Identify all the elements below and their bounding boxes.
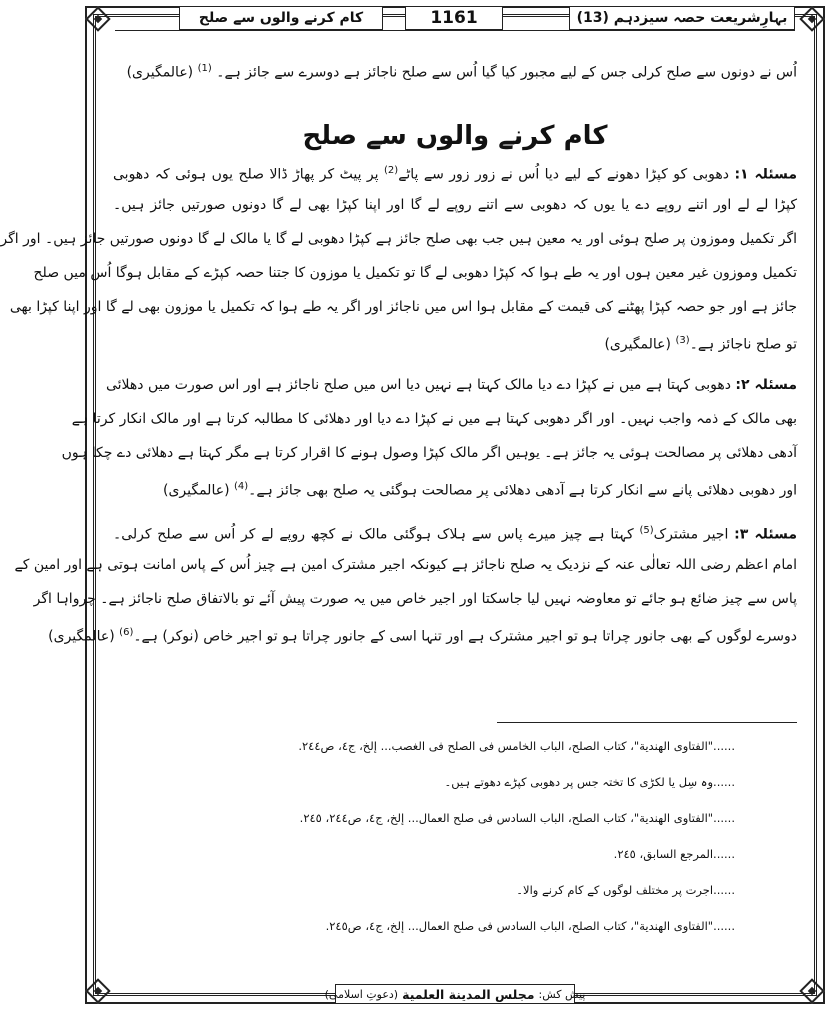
section-heading: کام کرنے والوں سے صلح: [302, 121, 608, 151]
header-book-part: بہارِشریعت حصہ سیزدہم (13): [569, 6, 795, 30]
masala2-line-2: بھی مالک کے ذمہ واجب نہیں۔ اور اگر دھوبی کہتا ہے میں نے کپڑا دے دیا اور دھلائی کا مطالبہ کرتا ہے اور مالک انکار کرتا ہے: [71, 411, 797, 427]
footnote-1: ......"الفتاوی الهندية"، كتاب الصلح، الباب الخامس فی الصلح فی الغصب... إلخ، ج٤، ص٢٤٤.: [298, 739, 735, 753]
masala3-line-4: دوسرے لوگوں کے بھی جانور چراتا ہو تو اجیر مشترک ہے اور تنہا اسی کے جانور چراتا ہو تو اجیر خاص (نوکر) ہے۔$^{(6)}$ (عالمگیری): [48, 627, 797, 645]
footnote-ref: (2): [384, 165, 399, 176]
masala3-line-3: پاس سے چیز ضائع ہو جائے تو معاوضہ نہیں لیا جاسکتا اور اجیر خاص میں یہ صورت پیش آئے تو بالاتفاق صلح ناجائز ہے۔ چرواہا اگر: [33, 591, 797, 607]
publisher-footer: پیش کش: مجلس المدينة العلمية (دعوتِ اسلامی): [335, 984, 575, 1004]
footnote-3: ......"الفتاوی الهندية"، كتاب الصلح، الباب السادس فی صلح العمال... إلخ، ج٤، ص٢٤٤، ٢٤٥.: [299, 811, 735, 825]
footnote-ref: (6): [119, 627, 134, 638]
footnote-ref: (4): [233, 481, 249, 492]
page-number: 1161: [405, 6, 503, 30]
footnote-2: ......وہ سِل یا لکڑی کا تختہ جس پر دھوبی کپڑے دھوتے ہیں۔: [444, 775, 735, 789]
footnote-5: ......اجرت پر مختلف لوگوں کے کام کرنے والا۔: [516, 883, 735, 897]
masala2-line-3: آدھی دھلائی پر مصالحت ہوئی یہ جائز ہے۔ یوہیں اگر مالک کپڑا وصول ہونے کا اقرار کرتا ہے مگر کہتا ہے دھلائی دے چکا ہوں: [61, 445, 797, 461]
footnote-6: ......"الفتاوی الهندية"، كتاب الصلح، الباب السادس فی صلح العمال... إلخ، ج٤، ص٢٤٥.: [325, 919, 735, 933]
masala1-line-3: اگر تکمیل وموزون پر صلح ہوئی اور یہ معین ہیں جب بھی صلح جائز ہے کپڑا دھوبی لے گا یا مالک لے گا دونوں صورتیں جائز ہیں۔ اور اگر: [0, 231, 797, 247]
header-rule: [115, 30, 795, 31]
intro-line: اُس نے دونوں سے صلح کرلی جس کے لیے مجبور کیا گیا اُس سے صلح ناجائز ہے دوسرے سے جائز ہے۔ $^{(1)}$ (عالمگیری): [126, 63, 797, 81]
header-chapter: کام کرنے والوں سے صلح: [179, 6, 383, 30]
masala1-label: مسئلہ ۱:: [734, 166, 798, 183]
footnote-ref: (3): [675, 335, 690, 346]
masala3-line-2: امام اعظم رضی اللہ تعالٰی عنہ کے نزدیک یہ صلح ناجائز ہے کیونکہ اجیر مشترک امین ہے چیز اُس کے پاس امانت ہوتی ہے اور امین کے: [14, 557, 797, 573]
masala1-line-4: تکمیل وموزون غیر معین ہوں اور یہ طے ہوا کہ کپڑا دھوبی لے گا تو تکمیل یا موزون کا جتنا حصہ کپڑے کے مقابل ہوگا اُس میں صلح: [33, 265, 797, 281]
footnote-ref: (1): [197, 63, 212, 74]
footnote-ref: (5): [639, 525, 654, 536]
footnote-4: ......المرجع السابق، ٢٤٥.: [613, 847, 735, 861]
masala1-line-2: کپڑا لے لے اور اتنے روپے دے یا یوں کہ دھوبی سے اتنے روپے لے گا اور اپنا کپڑا بھی لے گا دونوں صورتیں جائز ہیں۔: [113, 197, 797, 213]
masala3-line-1: مسئلہ ۳: اجیر مشترک$^{(5)}$ کہتا ہے چیز میرے پاس سے ہلاک ہوگئی مالک نے کچھ روپے لے کر اُس سے صلح کرلی۔: [113, 525, 797, 543]
masala1-line-1: مسئلہ ۱: دھوبی کو کپڑا دھونے کے لیے دیا اُس نے زور زور سے پاٹے$^{(2)}$ پر پیٹ کر پھاڑ ڈالا صلح یوں ہوئی کہ دھوبی: [113, 165, 798, 183]
masala2-label: مسئلہ ۲:: [735, 377, 797, 393]
footnote-separator: [497, 722, 797, 723]
masala3-label: مسئلہ ۳:: [734, 526, 797, 543]
masala1-line-5: جائز ہے اور جو حصہ کپڑا پھٹنے کی قیمت کے مقابل ہوا اس میں ناجائز اور اگر یہ طے ہوا کہ تکمیل یا موزون بھی لے گا اور اپنا کپڑا بھی: [9, 299, 797, 315]
masala2-line-1: مسئلہ ۲: دھوبی کہتا ہے میں نے کپڑا دے دیا مالک کہتا ہے نہیں دیا اس میں صلح ناجائز ہے اور اس صورت میں دھلائی: [105, 377, 797, 393]
masala1-line-6: تو صلح ناجائز ہے۔$^{(3)}$ (عالمگیری): [604, 335, 797, 353]
masala2-line-4: اور دھوبی دھلائی پانے سے انکار کرتا ہے آدھی دھلائی پر مصالحت ہوگئی یہ صلح بھی جائز ہے۔$^{(4)}$ (عالمگیری): [162, 481, 797, 499]
